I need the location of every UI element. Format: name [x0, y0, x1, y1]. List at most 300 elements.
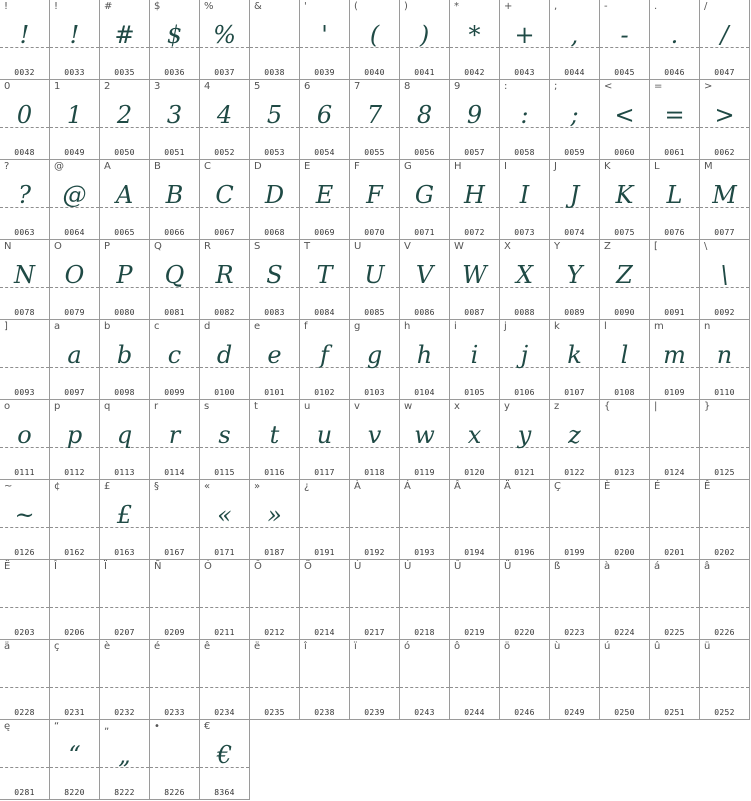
- character-code: 0038: [264, 68, 285, 77]
- glyph-cell: [400, 640, 450, 720]
- glyph-cell: [200, 80, 250, 160]
- glyph-cell: [100, 160, 150, 240]
- reference-character: D: [254, 161, 262, 172]
- glyph-cell: [250, 320, 300, 400]
- character-code: 0047: [714, 68, 735, 77]
- reference-character: N: [4, 241, 12, 252]
- baseline-guide: [650, 447, 699, 448]
- reference-character: ß: [554, 561, 561, 572]
- glyph-cell: [600, 560, 650, 640]
- glyph-cell: [450, 640, 500, 720]
- glyph-cell: [0, 80, 50, 160]
- glyph-cell: [600, 160, 650, 240]
- glyph-cell: [550, 240, 600, 320]
- reference-character: y: [504, 401, 510, 412]
- glyph-cell: [0, 640, 50, 720]
- glyph-sample: X: [515, 261, 534, 289]
- baseline-guide: [0, 767, 49, 768]
- glyph-cell: [0, 400, 50, 480]
- baseline-guide: [200, 607, 249, 608]
- reference-character: Ü: [504, 561, 512, 572]
- glyph-sample: e: [267, 341, 282, 369]
- glyph-cell: [600, 0, 650, 80]
- reference-character: ë: [254, 641, 261, 652]
- reference-character: 8: [404, 81, 411, 92]
- character-code: 0194: [464, 548, 485, 557]
- glyph-cell: [350, 80, 400, 160]
- glyph-cell: [200, 240, 250, 320]
- character-code: 0105: [464, 388, 485, 397]
- character-code: 0243: [414, 708, 435, 717]
- reference-character: -: [604, 1, 608, 12]
- glyph-cell: [650, 400, 700, 480]
- reference-character: Z: [604, 241, 611, 252]
- character-code: 0085: [364, 308, 385, 317]
- glyph-cell: [100, 480, 150, 560]
- reference-character: @: [54, 161, 64, 172]
- character-code: 0089: [564, 308, 585, 317]
- character-code: 0087: [464, 308, 485, 317]
- glyph-cell: [500, 240, 550, 320]
- reference-character: Ë: [4, 561, 11, 572]
- reference-character: W: [454, 241, 464, 252]
- reference-character: u: [304, 401, 311, 412]
- glyph-cell: [100, 720, 150, 800]
- reference-character: Ç: [554, 481, 561, 492]
- glyph-cell: [700, 400, 750, 480]
- baseline-guide: [100, 687, 149, 688]
- character-code: 0092: [714, 308, 735, 317]
- character-code: 0062: [714, 148, 735, 157]
- reference-character: Ú: [404, 561, 412, 572]
- character-code: 0201: [664, 548, 685, 557]
- glyph-sample: y: [517, 421, 532, 449]
- glyph-cell: [50, 640, 100, 720]
- reference-character: e: [254, 321, 261, 332]
- baseline-guide: [700, 447, 749, 448]
- character-code: 0044: [564, 68, 585, 77]
- glyph-cell: [200, 480, 250, 560]
- character-code: 0035: [114, 68, 135, 77]
- glyph-cell: [50, 0, 100, 80]
- reference-character: Â: [454, 481, 461, 492]
- glyph-cell: [500, 160, 550, 240]
- character-code: 0041: [414, 68, 435, 77]
- reference-character: [: [654, 241, 658, 252]
- character-code: 0235: [264, 708, 285, 717]
- glyph-sample: Y: [566, 261, 583, 289]
- baseline-guide: [250, 607, 299, 608]
- character-code: 0040: [364, 68, 385, 77]
- reference-character: è: [104, 641, 111, 652]
- baseline-guide: [450, 527, 499, 528]
- character-code: 0238: [314, 708, 335, 717]
- baseline-guide: [350, 607, 399, 608]
- glyph-cell: [300, 80, 350, 160]
- reference-character: Û: [454, 561, 462, 572]
- character-code: 0048: [14, 148, 35, 157]
- glyph-sample: ?: [18, 181, 31, 209]
- glyph-cell: [350, 560, 400, 640]
- character-code: 0097: [64, 388, 85, 397]
- character-code: 0209: [164, 628, 185, 637]
- glyph-sample: n: [716, 341, 733, 369]
- glyph-cell: [700, 240, 750, 320]
- glyph-cell: [100, 640, 150, 720]
- reference-character: ;: [554, 81, 558, 92]
- reference-character: î: [304, 641, 307, 652]
- glyph-cell: [0, 720, 50, 800]
- character-code: 0065: [114, 228, 135, 237]
- reference-character: â: [704, 561, 711, 572]
- glyph-cell: [50, 160, 100, 240]
- baseline-guide: [650, 687, 699, 688]
- glyph-sample: h: [416, 341, 433, 369]
- glyph-sample: l: [620, 341, 629, 369]
- glyph-sample: d: [216, 341, 233, 369]
- glyph-cell: [700, 320, 750, 400]
- character-code: 0112: [64, 468, 85, 477]
- baseline-guide: [500, 527, 549, 528]
- reference-character: á: [654, 561, 661, 572]
- glyph-cell: [500, 320, 550, 400]
- baseline-guide: [700, 687, 749, 688]
- character-code: 0037: [214, 68, 235, 77]
- character-code: 0080: [114, 308, 135, 317]
- character-code: 0125: [714, 468, 735, 477]
- glyph-sample: q: [116, 421, 133, 449]
- reference-character: s: [204, 401, 210, 412]
- baseline-guide: [150, 687, 199, 688]
- character-code: 0033: [64, 68, 85, 77]
- glyph-cell: [650, 240, 700, 320]
- reference-character: n: [704, 321, 711, 332]
- reference-character: Ä: [504, 481, 511, 492]
- glyph-cell: [300, 240, 350, 320]
- reference-character: K: [604, 161, 611, 172]
- reference-character: ?: [4, 161, 10, 172]
- reference-character: Ù: [354, 561, 362, 572]
- reference-character: M: [704, 161, 713, 172]
- character-code: 0167: [164, 548, 185, 557]
- character-code: 0124: [664, 468, 685, 477]
- reference-character: a: [54, 321, 61, 332]
- glyph-cell: [200, 400, 250, 480]
- character-code: 0249: [564, 708, 585, 717]
- glyph-sample: P: [116, 261, 133, 289]
- character-code: 0110: [714, 388, 735, 397]
- glyph-cell: [450, 0, 500, 80]
- reference-character: Ñ: [154, 561, 162, 572]
- glyph-cell: [0, 240, 50, 320]
- reference-character: l: [604, 321, 607, 332]
- baseline-guide: [100, 607, 149, 608]
- baseline-guide: [600, 527, 649, 528]
- reference-character: X: [504, 241, 511, 252]
- glyph-cell: [700, 160, 750, 240]
- glyph-sample: Q: [164, 261, 185, 289]
- character-code: 0163: [114, 548, 135, 557]
- reference-character: à: [604, 561, 611, 572]
- reference-character: f: [304, 321, 308, 332]
- reference-character: ': [304, 1, 307, 12]
- character-code: 0058: [514, 148, 535, 157]
- character-code: 0107: [564, 388, 585, 397]
- character-code: 0050: [114, 148, 135, 157]
- glyph-cell: [150, 720, 200, 800]
- character-code: 0117: [314, 468, 335, 477]
- reference-character: O: [54, 241, 62, 252]
- glyph-cell: [300, 400, 350, 480]
- reference-character: Ó: [204, 561, 212, 572]
- reference-character: g: [354, 321, 361, 332]
- glyph-cell: [400, 240, 450, 320]
- character-code: 0106: [514, 388, 535, 397]
- glyph-sample: @: [62, 181, 87, 209]
- reference-character: T: [304, 241, 311, 252]
- character-code: 0234: [214, 708, 235, 717]
- reference-character: t: [254, 401, 258, 412]
- glyph-cell: [600, 480, 650, 560]
- glyph-cell: [100, 0, 150, 80]
- glyph-cell: [550, 0, 600, 80]
- reference-character: :: [504, 81, 508, 92]
- glyph-sample: ~: [14, 501, 35, 529]
- reference-character: 4: [204, 81, 211, 92]
- glyph-cell: [100, 400, 150, 480]
- character-code: 0043: [514, 68, 535, 77]
- character-code: 0103: [364, 388, 385, 397]
- baseline-guide: [300, 687, 349, 688]
- character-code: 0064: [64, 228, 85, 237]
- glyph-cell: [150, 80, 200, 160]
- reference-character: •: [154, 721, 160, 732]
- glyph-cell: [300, 560, 350, 640]
- baseline-guide: [500, 607, 549, 608]
- reference-character: \: [704, 241, 708, 252]
- glyph-cell: [500, 0, 550, 80]
- baseline-guide: [450, 607, 499, 608]
- character-code: 0088: [514, 308, 535, 317]
- glyph-sample: p: [66, 421, 83, 449]
- glyph-cell: [50, 240, 100, 320]
- baseline-guide: [0, 367, 49, 368]
- character-code: 0075: [614, 228, 635, 237]
- reference-character: À: [354, 481, 361, 492]
- glyph-sample: j: [520, 341, 529, 369]
- character-code: 0250: [614, 708, 635, 717]
- glyph-cell: [100, 80, 150, 160]
- glyph-sample: \: [720, 261, 729, 289]
- character-code: 0067: [214, 228, 235, 237]
- glyph-cell: [250, 80, 300, 160]
- glyph-sample: U: [364, 261, 385, 289]
- character-code: 0231: [64, 708, 85, 717]
- character-code: 0049: [64, 148, 85, 157]
- glyph-cell: [150, 160, 200, 240]
- glyph-sample: V: [415, 261, 434, 289]
- character-code: 8220: [64, 788, 85, 797]
- baseline-guide: [700, 527, 749, 528]
- reference-character: F: [354, 161, 360, 172]
- reference-character: i: [454, 321, 457, 332]
- glyph-sample: m: [663, 341, 686, 369]
- glyph-cell: [400, 80, 450, 160]
- character-code: 0072: [464, 228, 485, 237]
- glyph-cell: [650, 320, 700, 400]
- glyph-cell: [700, 640, 750, 720]
- glyph-sample: B: [165, 181, 184, 209]
- reference-character: k: [554, 321, 560, 332]
- glyph-cell: [150, 480, 200, 560]
- reference-character: S: [254, 241, 261, 252]
- glyph-sample: ': [321, 21, 328, 49]
- glyph-cell: [50, 80, 100, 160]
- reference-character: L: [654, 161, 660, 172]
- glyph-cell: [600, 80, 650, 160]
- baseline-guide: [350, 687, 399, 688]
- reference-character: Y: [554, 241, 561, 252]
- glyph-sample: „: [118, 741, 131, 769]
- baseline-guide: [700, 607, 749, 608]
- glyph-cell: [50, 560, 100, 640]
- character-code: 0220: [514, 628, 535, 637]
- character-code: 0218: [414, 628, 435, 637]
- reference-character: #: [104, 1, 113, 12]
- glyph-cell: [100, 560, 150, 640]
- character-code: 0191: [314, 548, 335, 557]
- baseline-guide: [650, 287, 699, 288]
- glyph-cell: [250, 640, 300, 720]
- glyph-sample: w: [414, 421, 435, 449]
- glyph-cell: [500, 480, 550, 560]
- reference-character: 0: [4, 81, 11, 92]
- character-code: 0122: [564, 468, 585, 477]
- glyph-cell: [550, 560, 600, 640]
- glyph-cell: [700, 560, 750, 640]
- glyph-sample: J: [569, 181, 580, 209]
- baseline-guide: [50, 687, 99, 688]
- glyph-cell: [500, 80, 550, 160]
- reference-character: ê: [204, 641, 211, 652]
- glyph-cell: [350, 400, 400, 480]
- reference-character: !: [4, 1, 9, 12]
- character-code: 0252: [714, 708, 735, 717]
- glyph-sample: W: [462, 261, 487, 289]
- glyph-sample: H: [464, 181, 485, 209]
- reference-character: 6: [304, 81, 311, 92]
- glyph-cell: [100, 240, 150, 320]
- character-code: 0082: [214, 308, 235, 317]
- character-code: 0171: [214, 548, 235, 557]
- glyph-cell: [550, 480, 600, 560]
- character-code: 0093: [14, 388, 35, 397]
- character-code: 0032: [14, 68, 35, 77]
- character-code: 8364: [214, 788, 235, 797]
- glyph-sample: £: [116, 501, 133, 529]
- glyph-cell: [500, 400, 550, 480]
- character-code: 0192: [364, 548, 385, 557]
- reference-character: m: [654, 321, 664, 332]
- glyph-sample: 4: [216, 101, 233, 129]
- reference-character: Ê: [704, 481, 711, 492]
- reference-character: „: [104, 721, 110, 732]
- character-code: 0223: [564, 628, 585, 637]
- glyph-sample: *: [468, 21, 481, 49]
- character-code: 0051: [164, 148, 185, 157]
- reference-character: é: [154, 641, 161, 652]
- character-code: 0115: [214, 468, 235, 477]
- reference-character: ]: [4, 321, 8, 332]
- baseline-guide: [650, 607, 699, 608]
- baseline-guide: [250, 47, 299, 48]
- baseline-guide: [0, 687, 49, 688]
- glyph-sample: I: [519, 181, 530, 209]
- baseline-guide: [550, 607, 599, 608]
- character-code: 0052: [214, 148, 235, 157]
- glyph-cell: [0, 560, 50, 640]
- glyph-sample: <: [614, 101, 635, 129]
- reference-character: c: [154, 321, 160, 332]
- reference-character: z: [554, 401, 560, 412]
- reference-character: ¿: [304, 481, 310, 492]
- glyph-cell: [700, 0, 750, 80]
- reference-character: .: [654, 1, 658, 12]
- glyph-cell: [0, 320, 50, 400]
- reference-character: v: [354, 401, 360, 412]
- reference-character: ¢: [54, 481, 61, 492]
- character-code: 0055: [364, 148, 385, 157]
- glyph-cell: [300, 480, 350, 560]
- glyph-cell: [550, 400, 600, 480]
- glyph-cell: [550, 640, 600, 720]
- glyph-sample: s: [218, 421, 231, 449]
- glyph-cell: [500, 640, 550, 720]
- glyph-sample: c: [167, 341, 182, 369]
- glyph-cell: [400, 160, 450, 240]
- glyph-cell: [450, 240, 500, 320]
- glyph-cell: [350, 160, 400, 240]
- glyph-cell: [550, 320, 600, 400]
- character-code: 0060: [614, 148, 635, 157]
- character-code: 0108: [614, 388, 635, 397]
- glyph-sample: >: [714, 101, 735, 129]
- baseline-guide: [400, 527, 449, 528]
- reference-character: 3: [154, 81, 161, 92]
- glyph-cell: [650, 640, 700, 720]
- character-code: 0046: [664, 68, 685, 77]
- reference-character: Ï: [104, 561, 107, 572]
- reference-character: $: [154, 1, 161, 12]
- baseline-guide: [350, 527, 399, 528]
- glyph-sample: .: [670, 21, 679, 49]
- character-code: 0244: [464, 708, 485, 717]
- reference-character: ): [404, 1, 408, 12]
- glyph-sample: %: [213, 21, 236, 49]
- character-code: 0068: [264, 228, 285, 237]
- character-code: 0120: [464, 468, 485, 477]
- glyph-cell: [650, 480, 700, 560]
- reference-character: o: [4, 401, 11, 412]
- character-code: 8222: [114, 788, 135, 797]
- reference-character: h: [404, 321, 411, 332]
- reference-character: |: [654, 401, 658, 412]
- character-code: 0063: [14, 228, 35, 237]
- glyph-sample: u: [316, 421, 333, 449]
- character-code: 0042: [464, 68, 485, 77]
- character-code: 0199: [564, 548, 585, 557]
- character-code: 0187: [264, 548, 285, 557]
